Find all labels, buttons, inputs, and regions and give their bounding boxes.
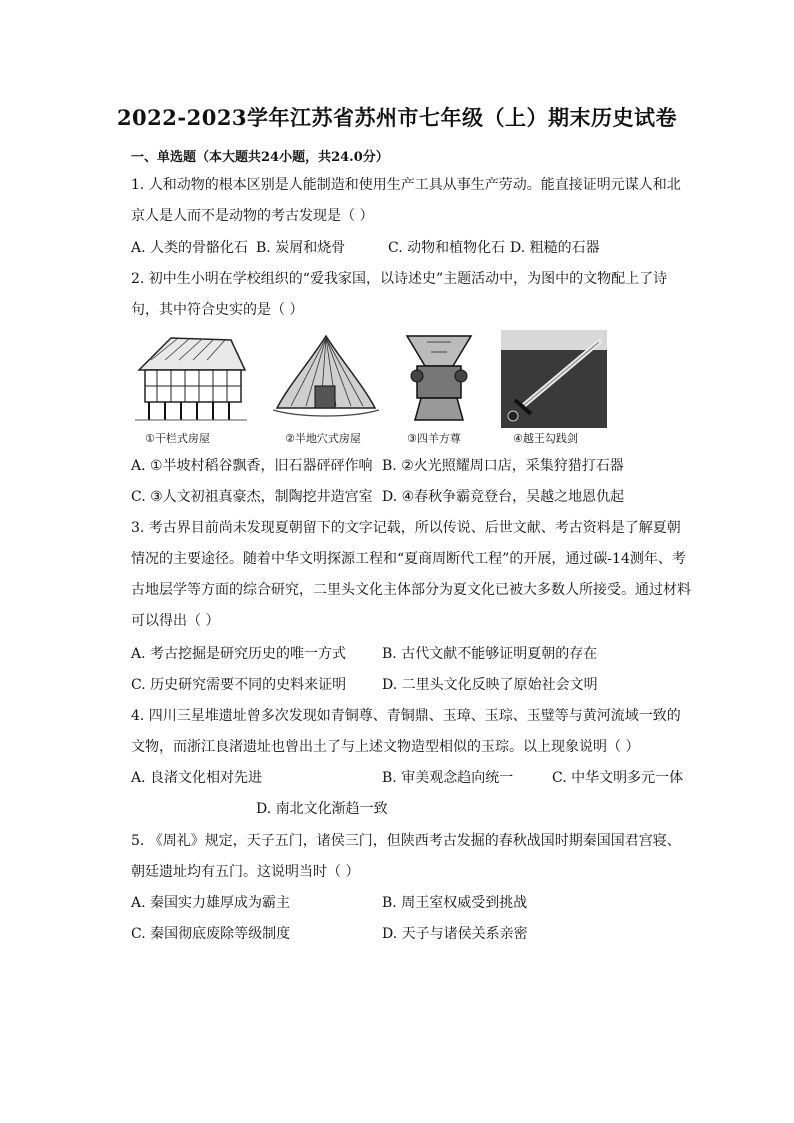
q2-option-c[interactable]: C. ③人文初祖真豪杰，制陶挖井造宫室 [131,489,373,505]
caption-goujian-sword: ④越王勾践剑 [513,432,578,445]
q2-line-1: 2. 初中生小明在学校组织的“爱我家国，以诗述史”主题活动中，为图中的文物配上了诗 [131,271,668,287]
q3-option-b[interactable]: B. 古代文献不能够证明夏朝的存在 [382,646,598,662]
q4-option-c[interactable]: C. 中华文明多元一体 [552,770,684,786]
exam-title: 2022-2023学年江苏省苏州市七年级（上）期末历史试卷 [116,105,678,130]
q4-option-b[interactable]: B. 审美观念趋向统一 [382,770,514,786]
q4-line-2: 文物，而浙江良渚遗址也曾出土了与上述文物造型相似的玉琮。以上现象说明（ ） [131,739,640,755]
caption-four-ram-zun: ③四羊方尊 [407,432,461,445]
q4-line-1: 4. 四川三星堆遗址曾多次发现如青铜尊、青铜鼎、玉璋、玉琮、玉璧等与黄河流域一致的 [131,708,681,724]
caption-stilt-house: ①干栏式房屋 [145,432,210,445]
q3-option-d[interactable]: D. 二里头文化反映了原始社会文明 [382,677,598,693]
q1-option-a[interactable]: A. 人类的骨骼化石 [131,240,249,256]
q5-option-a[interactable]: A. 秦国实力雄厚成为霸主 [131,895,291,911]
q5-option-c[interactable]: C. 秦国彻底废除等级制度 [131,926,291,942]
q5-line-1: 5. 《周礼》规定，天子五门，诸侯三门，但陕西考古发掘的春秋战国时期秦国国君宫寝、 [131,833,681,849]
caption-semi-subterranean-house: ②半地穴式房屋 [285,432,361,445]
artifact-figures [131,330,631,448]
q3-option-c[interactable]: C. 历史研究需要不同的史料来证明 [131,677,347,693]
q1-option-c[interactable]: C. 动物和植物化石 [388,240,506,256]
q2-option-b[interactable]: B. ②火光照耀周口店，采集狩猎打石器 [382,458,624,474]
q3-option-a[interactable]: A. 考古挖掘是研究历史的唯一方式 [131,646,347,662]
q3-line-4: 可以得出（ ） [131,613,220,629]
q2-line-2: 句，其中符合史实的是（ ） [131,302,304,318]
q1-option-b[interactable]: B. 炭屑和烧骨 [256,240,346,256]
four-ram-zun-image [403,330,475,428]
goujian-sword-image [501,330,607,428]
q4-option-d[interactable]: D. 南北文化渐趋一致 [256,801,388,817]
section-heading: 一、单选题（本大题共24小题，共24.0分） [131,150,389,165]
q2-option-a[interactable]: A. ①半坡村稻谷飘香，旧石器砰砰作响 [131,458,373,474]
q5-option-b[interactable]: B. 周王室权威受到挑战 [382,895,528,911]
q3-line-2: 情况的主要途径。随着中华文明探源工程和“夏商周断代工程”的开展，通过碳-14测年、考 [131,551,686,567]
q4-option-a[interactable]: A. 良渚文化相对先进 [131,770,263,786]
q5-line-2: 朝廷遗址均有五门。这说明当时（ ） [131,864,360,880]
stilt-house-image [131,330,249,428]
q3-line-1: 3. 考古界目前尚未发现夏朝留下的文字记载，所以传说、后世文献、考古资料是了解夏朝 [131,520,681,536]
semi-subterranean-house-image [271,330,381,428]
q5-option-d[interactable]: D. 天子与诸侯关系亲密 [382,926,528,942]
q3-line-3: 古地层学等方面的综合研究，二里头文化主体部分为夏文化已被大多数人所接受。通过材料 [131,582,691,598]
q1-line-1: 1. 人和动物的根本区别是人能制造和使用生产工具从事生产劳动。能直接证明元谋人和北 [131,177,681,193]
q2-option-d[interactable]: D. ④春秋争霸竞登台，吴越之地恩仇起 [382,489,625,505]
q1-line-2: 京人是人而不是动物的考古发现是（ ） [131,208,374,224]
q1-option-d[interactable]: D. 粗糙的石器 [510,240,600,256]
